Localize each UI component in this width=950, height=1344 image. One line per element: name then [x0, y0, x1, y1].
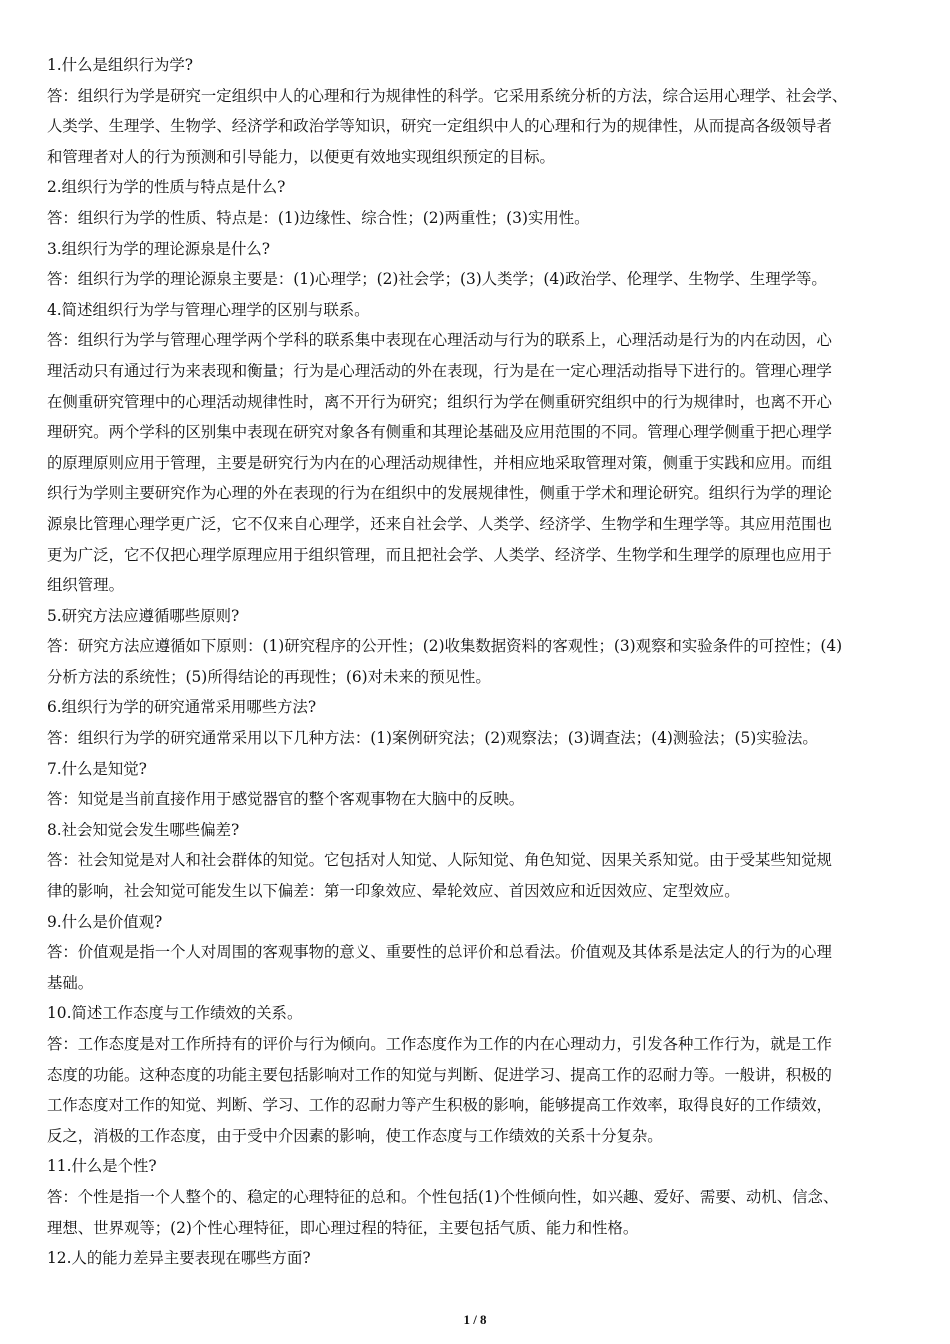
text-line: 7.什么是知觉?	[47, 759, 147, 778]
text-line: 答：研究方法应遵循如下原则：(1)研究程序的公开性；(2)收集数据资料的客观性；(3)观察和实验条件的可控性；(4)	[47, 637, 843, 656]
question-heading	[47, 907, 903, 938]
answer-paragraph	[47, 937, 903, 998]
text-line: 答：个性是指一个人整个的、稳定的心理特征的总和。个性包括(1)个性倾向性，如兴趣、爱好、需要、动机、信念、	[47, 1187, 839, 1206]
text-line: 更为广泛，它不仅把心理学原理应用于组织管理，而且把社会学、人类学、经济学、生物学和生理学的原理也应用于	[47, 545, 832, 564]
text-line: 9.什么是价值观?	[47, 912, 163, 931]
text-line: 1.什么是组织行为学?	[47, 56, 194, 74]
text-line: 织行为学则主要研究作为心理的外在表现的行为在组织中的发展规律性，侧重于学术和理论研究。组织行为学的理论	[47, 484, 832, 503]
text-line: 组织管理。	[47, 576, 124, 595]
answer-paragraph	[47, 784, 903, 815]
text-line: 8.社会知觉会发生哪些偏差?	[47, 820, 240, 839]
document-body	[47, 50, 903, 1274]
answer-paragraph	[47, 81, 903, 173]
text-line: 基础。	[47, 973, 94, 992]
answer-paragraph	[47, 723, 903, 754]
text-line: 在侧重研究管理中的心理活动规律性时，离不开行为研究；组织行为学在侧重研究组织中的行为规律时，也离不开心	[47, 392, 832, 411]
text-line: 答：组织行为学的研究通常采用以下几种方法：(1)案例研究法；(2)观察法；(3)调查法；(4)测验法；(5)实验法。	[47, 729, 818, 748]
text-line: 3.组织行为学的理论源泉是什么?	[47, 239, 271, 258]
text-line: 答：组织行为学是研究一定组织中人的心理和行为规律性的科学。它采用系统分析的方法，综合运用心理学、社会学、	[47, 86, 848, 105]
answer-paragraph	[47, 203, 903, 234]
question-heading	[47, 692, 903, 723]
text-line: 的原理原则应用于管理，主要是研究行为内在的心理活动规律性，并相应地采取管理对策，侧重于实践和应用。而组	[47, 453, 832, 472]
text-line: 理想、世界观等；(2)个性心理特征，即心理过程的特征，主要包括气质、能力和性格。	[47, 1218, 639, 1237]
answer-paragraph	[47, 1029, 903, 1151]
question-heading	[47, 1243, 903, 1274]
text-line: 理活动只有通过行为来表现和衡量；行为是心理活动的外在表现，行为是在一定心理活动指导下进行的。管理心理学	[47, 361, 832, 380]
text-line: 12.人的能力差异主要表现在哪些方面?	[47, 1249, 311, 1268]
text-line: 答：组织行为学的性质、特点是：(1)边缘性、综合性；(2)两重性；(3)实用性。	[47, 208, 590, 227]
question-heading	[47, 601, 903, 632]
question-heading	[47, 295, 903, 326]
answer-paragraph	[47, 845, 903, 906]
text-line: 工作态度对工作的知觉、判断、学习、工作的忍耐力等产生积极的影响，能够提高工作效率，取得良好的工作绩效，	[47, 1096, 832, 1115]
text-line: 4.简述组织行为学与管理心理学的区别与联系。	[47, 300, 370, 319]
text-line: 反之，消极的工作态度，由于受中介因素的影响，使工作态度与工作绩效的关系十分复杂。	[47, 1126, 663, 1145]
text-line: 理研究。两个学科的区别集中表现在研究对象各有侧重和其理论基础及应用范围的不同。管理心理学侧重于把心理学	[47, 423, 832, 442]
text-line: 答：工作态度是对工作所持有的评价与行为倾向。工作态度作为工作的内在心理动力，引发各种工作行为，就是工作	[47, 1035, 832, 1053]
answer-paragraph	[47, 631, 903, 692]
text-line: 态度的功能。这种态度的功能主要包括影响对工作的知觉与判断、促进学习、提高工作的忍耐力等。一般讲，积极的	[47, 1065, 832, 1084]
question-heading	[47, 172, 903, 203]
text-line: 分析方法的系统性；(5)所得结论的再现性；(6)对未来的预见性。	[47, 667, 491, 686]
answer-paragraph	[47, 1182, 903, 1243]
page-number: 1 / 8	[463, 1312, 487, 1327]
text-line: 答：组织行为学与管理心理学两个学科的联系集中表现在心理活动与行为的联系上，心理活动是行为的内在动因，心	[47, 331, 832, 350]
text-line: 源泉比管理心理学更广泛，它不仅来自心理学，还来自社会学、人类学、经济学、生物学和生理学等。其应用范围也	[47, 514, 832, 533]
question-heading	[47, 815, 903, 846]
question-heading	[47, 754, 903, 785]
text-line: 答：价值观是指一个人对周围的客观事物的意义、重要性的总评价和总看法。价值观及其体系是法定人的行为的心理	[47, 943, 832, 962]
text-line: 2.组织行为学的性质与特点是什么?	[47, 178, 286, 197]
question-heading	[47, 234, 903, 265]
answer-paragraph	[47, 325, 903, 600]
text-line: 答：组织行为学的理论源泉主要是：(1)心理学；(2)社会学；(3)人类学；(4)政治学、伦理学、生物学、生理学等。	[47, 270, 827, 289]
text-line: 答：社会知觉是对人和社会群体的知觉。它包括对人知觉、人际知觉、角色知觉、因果关系知觉。由于受某些知觉规	[47, 851, 832, 870]
text-line: 5.研究方法应遵循哪些原则?	[47, 606, 240, 625]
question-heading	[47, 50, 903, 81]
question-heading	[47, 1151, 903, 1182]
answer-paragraph	[47, 264, 903, 295]
text-line: 10.简述工作态度与工作绩效的关系。	[47, 1004, 303, 1023]
text-line: 11.什么是个性?	[47, 1157, 157, 1176]
text-line: 人类学、生理学、生物学、经济学和政治学等知识，研究一定组织中人的心理和行为的规律性，从而提高各级领导者	[47, 117, 832, 136]
text-line: 和管理者对人的行为预测和引导能力，以便更有效地实现组织预定的目标。	[47, 147, 555, 166]
question-heading	[47, 998, 903, 1029]
text-line: 答：知觉是当前直接作用于感觉器官的整个客观事物在大脑中的反映。	[47, 790, 525, 809]
text-line: 6.组织行为学的研究通常采用哪些方法?	[47, 698, 317, 717]
text-line: 律的影响，社会知觉可能发生以下偏差：第一印象效应、晕轮效应、首因效应和近因效应、定型效应。	[47, 882, 740, 901]
